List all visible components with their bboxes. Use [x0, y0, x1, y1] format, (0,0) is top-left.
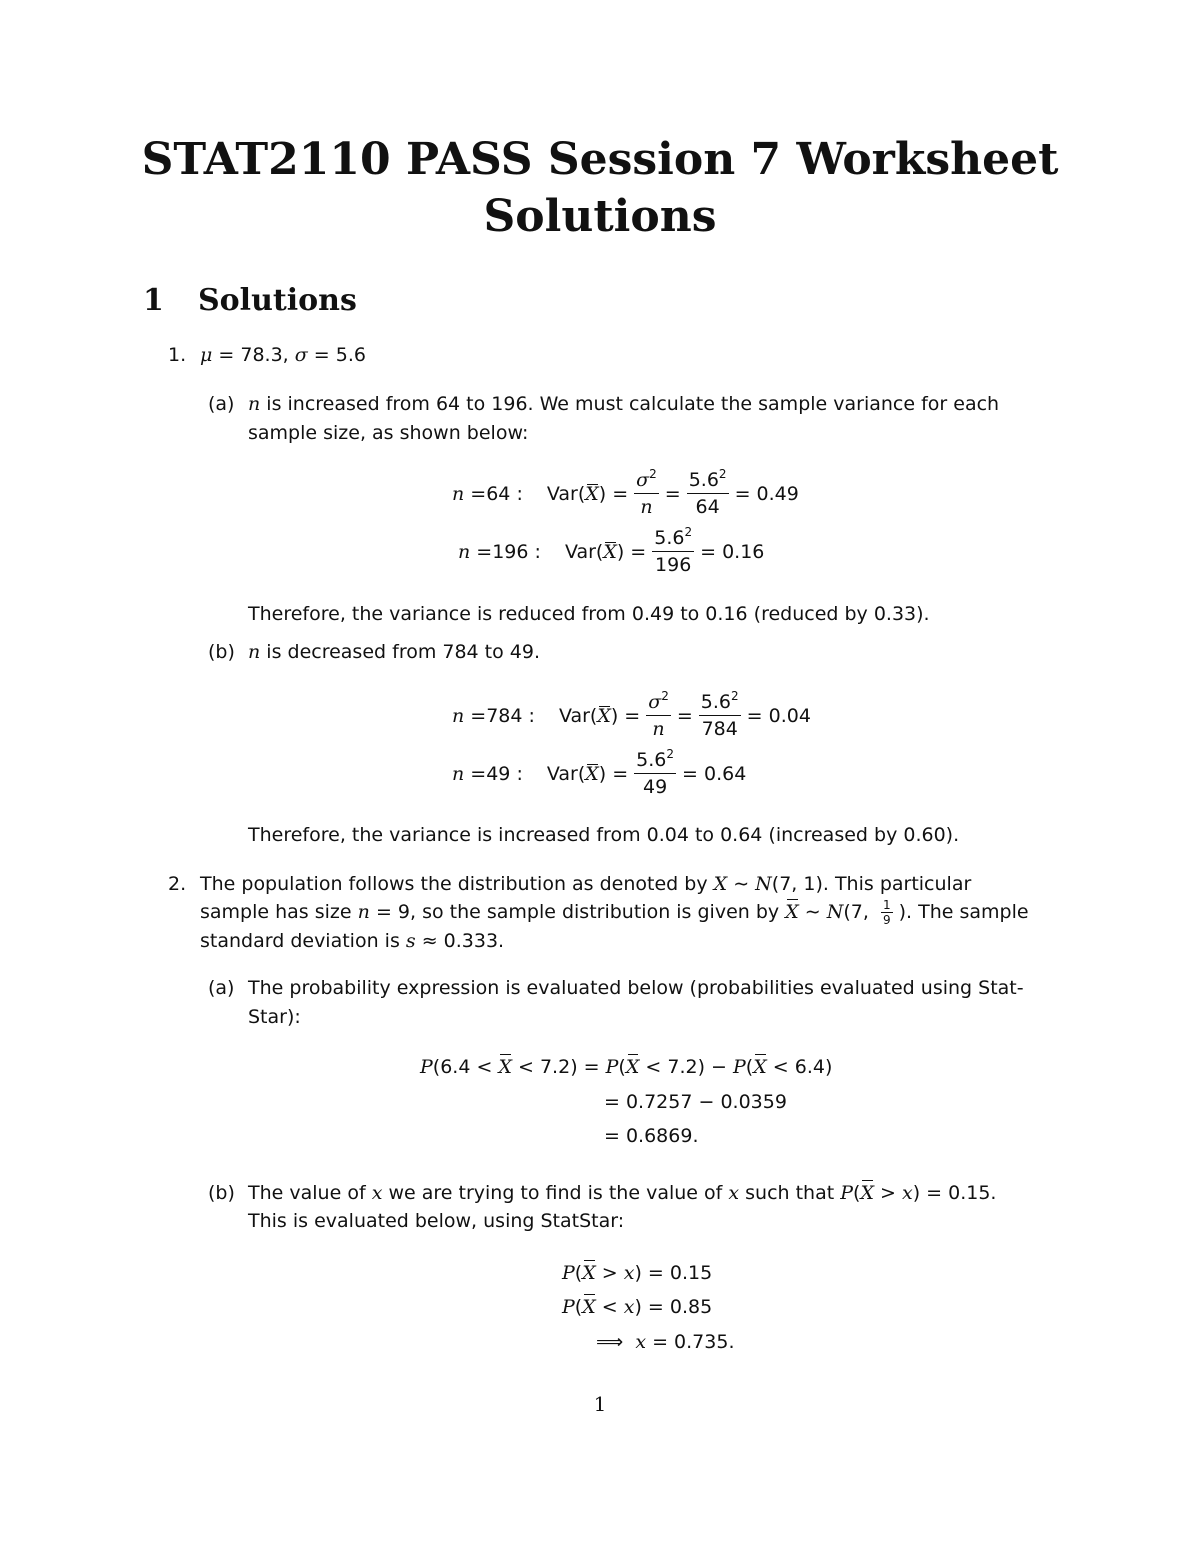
q2-label: 2.	[168, 873, 187, 895]
q1-sigma: 5.6	[335, 344, 366, 366]
document-title-line2: Solutions	[483, 191, 717, 242]
q2b-equation-line2: P(X < x) = 0.85	[562, 1293, 712, 1321]
q2b-label: (b)	[208, 1182, 235, 1204]
q2-line3: standard deviation is s ≈ 0.333.	[200, 930, 505, 952]
q1a-equation-1: n = 64 : Var( X ) = $\frac{\sigma^2}{n}$ = $\frac{5.6^2}{64}$ = 0.49	[452, 467, 799, 518]
q2a-label: (a)	[208, 977, 235, 999]
q1-mu: 78.3	[240, 344, 283, 366]
q1a-label: (a)	[208, 393, 235, 415]
q1b-conclusion: Therefore, the variance is increased from 0.04 to 0.64 (increased by 0.60).	[248, 824, 960, 846]
q1b-result-1: 0.04	[768, 704, 811, 727]
q1a-line1: n is increased from 64 to 196. We must calculate the sample variance for each	[248, 393, 1000, 415]
q1b-label: (b)	[208, 641, 235, 663]
q2a-line1: The probability expression is evaluated below (probabilities evaluated using Stat-	[248, 977, 1024, 999]
q2b-line1: The value of x we are trying to find is the value of x such that P(X > x) = 0.15.	[248, 1179, 996, 1207]
q2-line1: The population follows the distribution as denoted by X ∼ N(7, 1). This particular	[200, 873, 972, 895]
document-title-line1: STAT2110 PASS Session 7 Worksheet	[141, 134, 1059, 185]
q1-params: μ = 78.3, σ = 5.6	[200, 344, 366, 366]
q1a-equation-2: n = 196 : Var( X ) = $\frac{5.6^2}{196}$ = 0.16	[458, 525, 765, 576]
q2b-line2: This is evaluated below, using StatStar:	[248, 1210, 625, 1232]
q2a-equation-line1: P(6.4 < X < 7.2) = P(X < 7.2) − P(X < 6.4)	[420, 1053, 832, 1081]
q1a-conclusion: Therefore, the variance is reduced from 0.49 to 0.16 (reduced by 0.33).	[248, 603, 930, 625]
q1b-equation-2: n = 49 : Var( X ) = $\frac{5.6^2}{49}$ = 0.64	[452, 747, 747, 798]
section-number: 1	[143, 283, 164, 318]
q1b-equation-1: n = 784 : Var( X ) = $\frac{\sigma^2}{n}$ = $\frac{5.6^2}{784}$ = 0.04	[452, 689, 811, 740]
section-title: Solutions	[198, 283, 357, 318]
q1-label: 1.	[168, 344, 187, 366]
section-heading	[143, 283, 357, 318]
q2b-equation-line3: ⟹ x = 0.735.	[596, 1331, 735, 1353]
q2a-equation-line2: = 0.7257 − 0.0359	[604, 1091, 787, 1113]
page-number: 1	[593, 1392, 607, 1416]
q1b-line1: n is decreased from 784 to 49.	[248, 641, 541, 663]
q1a-result-2: 0.16	[722, 540, 765, 563]
q2-line2: sample has size n = 9, so the sample distribution is given by X ∼ N(7, $\frac{1}{9}$ ). The sample	[200, 898, 1029, 927]
q1a-result-1: 0.49	[756, 482, 799, 505]
q2a-equation-line3: = 0.6869.	[604, 1125, 699, 1147]
q1a-line2: sample size, as shown below:	[248, 422, 529, 444]
q1b-result-2: 0.64	[703, 762, 747, 785]
q2b-equation-line1: P(X > x) = 0.15	[562, 1259, 712, 1287]
q2a-line2: Star):	[248, 1006, 301, 1028]
